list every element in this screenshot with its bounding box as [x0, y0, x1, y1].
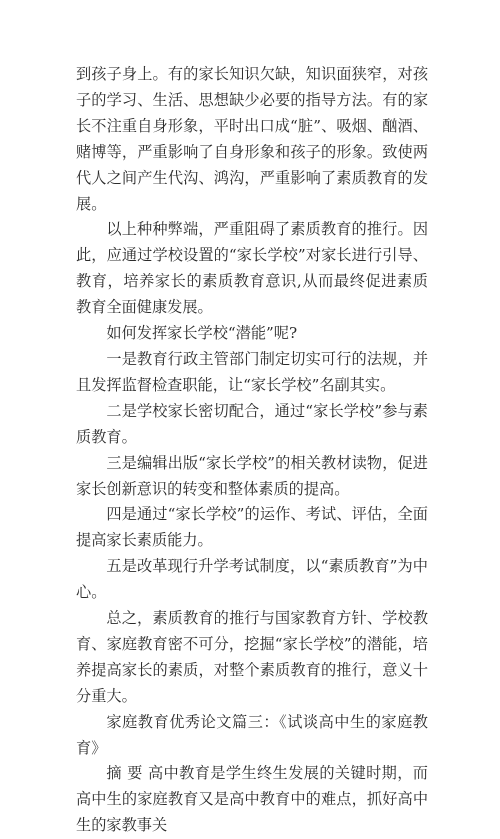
paragraph-4: 一是教育行政主管部门制定切实可行的法规，并且发挥监督检查职能，让“家长学校”名副其实。 [76, 349, 428, 394]
paragraph-1: 到孩子身上。有的家长知识欠缺，知识面狭窄，对孩子的学习、生活、思想缺少必要的指导方法。有的家长不注重自身形象，平时出口成“脏”、吸烟、酗酒、赌博等，严重影响了自身形象和孩子的形象。致使两代人之间产生代沟、鸿沟，严重影响了素质教育的发展。 [76, 65, 428, 213]
document-body [76, 62, 428, 839]
paragraph-5: 二是学校家长密切配合，通过“家长学校”参与素质教育。 [76, 401, 428, 446]
paragraph-3: 如何发挥家长学校“潜能”呢? [106, 324, 298, 343]
paragraph-2: 以上种种弊端，严重阻碍了素质教育的推行。因此，应通过学校设置的“家长学校”对家长进行引导、教育，培养家长的素质教育意识,从而最终促进素质教育全面健康发展。 [76, 220, 428, 317]
paragraph-10: 家庭教育优秀论文篇三：《试谈高中生的家庭教育》 [76, 712, 428, 757]
paragraph-11: 摘 要 高中教育是学生终生发展的关键时期，而高中生的家庭教育又是高中教育中的难点，抓好高中生的家教事关 [76, 764, 428, 835]
paragraph-8: 五是改革现行升学考试制度，以“素质教育”为中心。 [76, 557, 428, 602]
paragraph-9: 总之，素质教育的推行与国家教育方针、学校教育、家庭教育密不可分，挖掘“家长学校”的潜能，培养提高家长的素质，对整个素质教育的推行，意义十分重大。 [76, 609, 428, 705]
paragraph-7: 四是通过“家长学校”的运作、考试、评估，全面提高家长素质能力。 [76, 505, 428, 550]
paragraph-6: 三是编辑出版“家长学校”的相关教材读物，促进家长创新意识的转变和整体素质的提高。 [76, 453, 428, 498]
